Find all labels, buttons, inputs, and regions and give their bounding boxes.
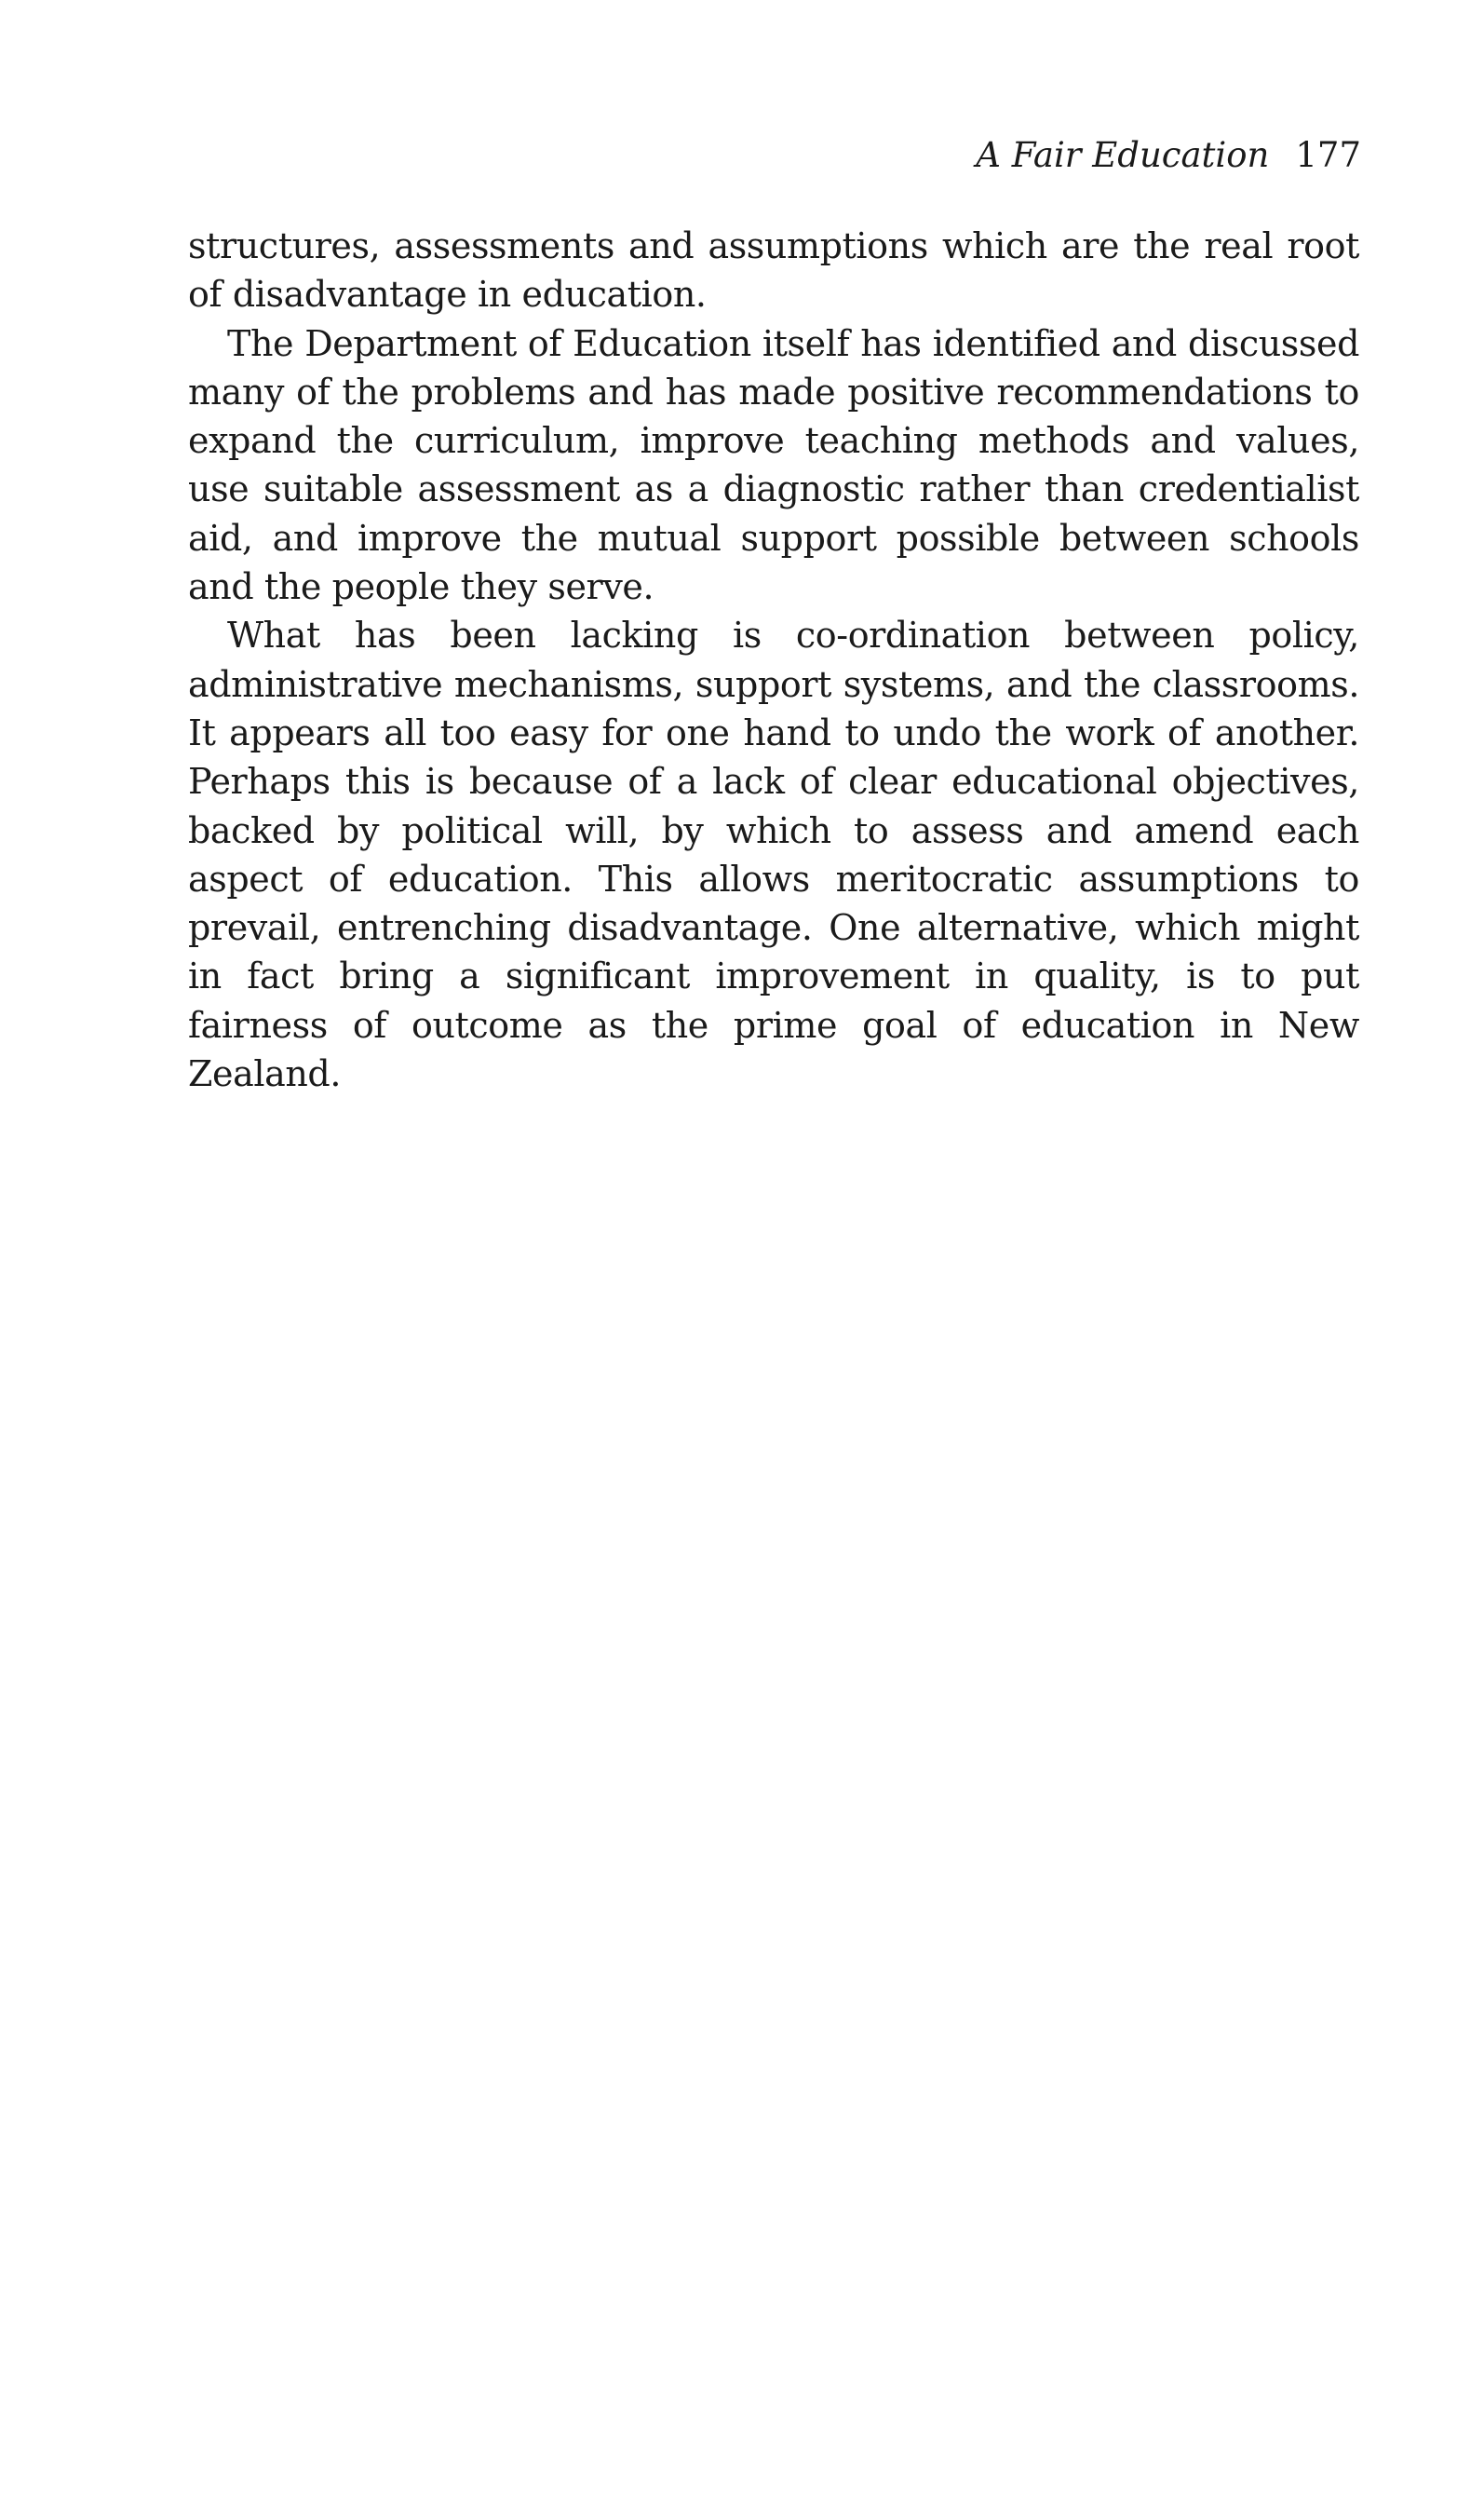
- page-number: 177: [1295, 135, 1361, 175]
- paragraph: The Department of Education itself has identified and discussed many of the problems and has made positive recommendations to expand the curriculum, improve teaching methods and values, use suitable assessment as a diagnostic rather than credentialist aid, and improve the mutual support possible between schools and the people they serve.: [188, 322, 1359, 608]
- running-title: A Fair Education: [976, 135, 1270, 175]
- body-text: [188, 222, 1359, 1098]
- paragraph-continued: structures, assessments and assumptions which are the real root of disadvantage in education.: [188, 225, 1359, 316]
- paragraph: What has been lacking is co-ordination between policy, administrative mechanisms, support systems, and the classrooms. It appears all too easy for one hand to undo the work of another. Perhaps this is because of a lack of clear educational objectives, backed by political will, by which to assess and amend each aspect of education. This allows meritocratic assumptions to prevail, entrenching disadvantage. One alternative, which might in fact bring a significant improvement in quality, is to put fairness of outcome as the prime goal of education in New Zealand.: [188, 615, 1359, 1095]
- running-head: [976, 135, 1361, 175]
